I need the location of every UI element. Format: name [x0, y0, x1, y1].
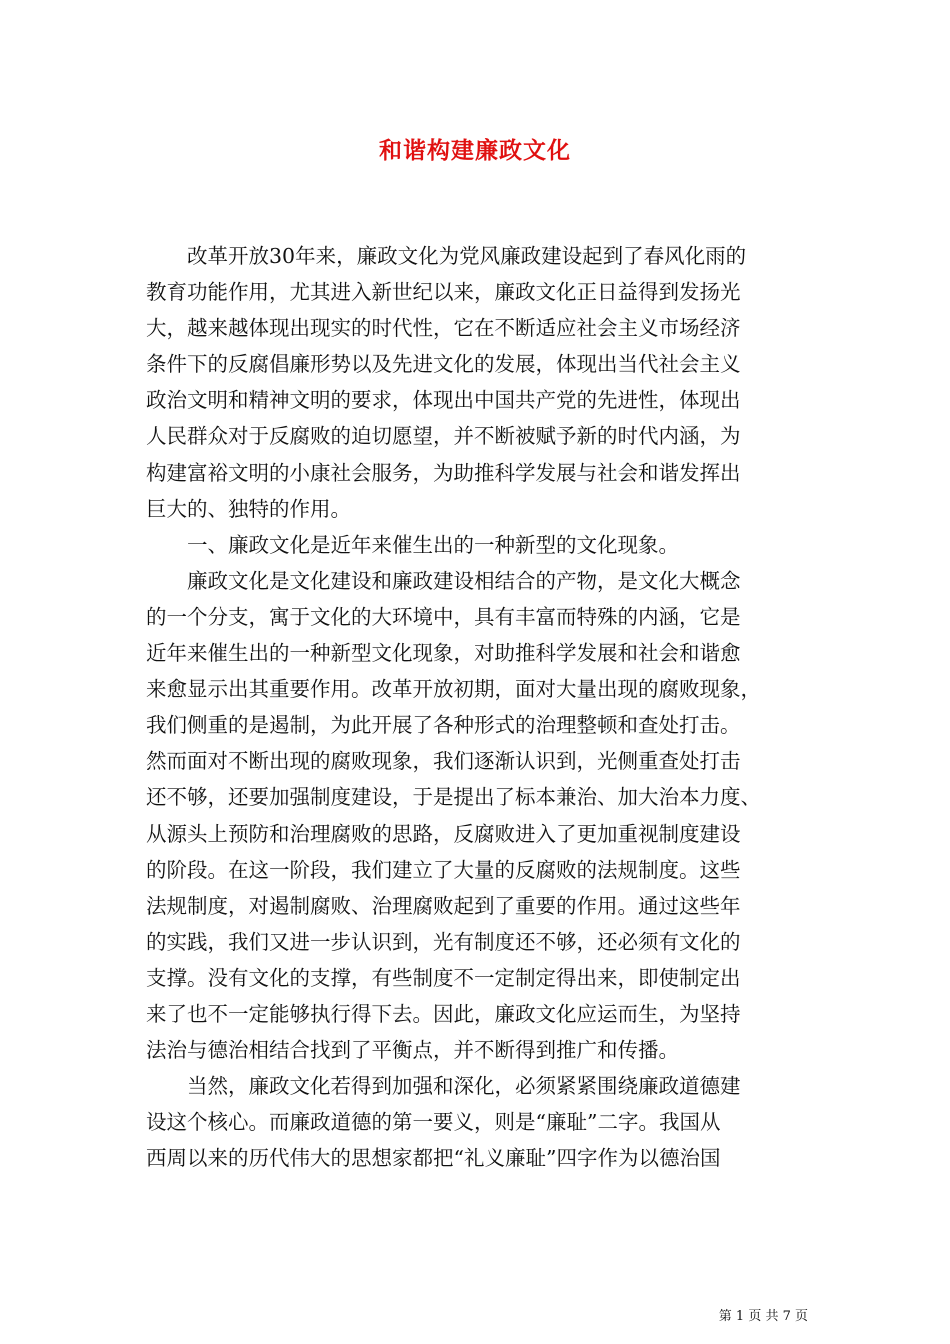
body-line: 法规制度，对遏制腐败、治理腐败起到了重要的作用。通过这些年 [146, 893, 741, 918]
body-line: 人民群众对于反腐败的迫切愿望，并不断被赋予新的时代内涵，为 [146, 424, 741, 449]
body-line: 法治与德治相结合找到了平衡点，并不断得到推广和传播。 [146, 1038, 679, 1063]
body-line: 的阶段。在这一阶段，我们建立了大量的反腐败的法规制度。这些 [146, 857, 741, 882]
body-line: 大，越来越体现出现实的时代性，它在不断适应社会主义市场经济 [146, 316, 741, 341]
body-line: 的一个分支，寓于文化的大环境中，具有丰富而特殊的内涵，它是 [146, 604, 741, 629]
section-heading: 一、廉政文化是近年来催生出的一种新型的文化现象。 [146, 532, 679, 557]
document-title: 和谐构建廉政文化 [379, 137, 571, 164]
page-number: 第 1 页 共 7 页 [718, 1309, 808, 1324]
body-line: 来了也不一定能够执行得下去。因此，廉政文化应运而生，为坚持 [146, 1001, 741, 1026]
document-body [146, 238, 808, 1176]
body-line: 设这个核心。而廉政道德的第一要义，则是“廉耻”二字。我国从 [146, 1110, 721, 1135]
body-line: 支撑。没有文化的支撑，有些制度不一定制定得出来，即使制定出 [146, 965, 741, 990]
body-line: 从源头上预防和治理腐败的思路，反腐败进入了更加重视制度建设 [146, 821, 741, 846]
body-line: 廉政文化是文化建设和廉政建设相结合的产物，是文化大概念 [146, 568, 741, 593]
body-line: 政治文明和精神文明的要求，体现出中国共产党的先进性，体现出 [146, 388, 741, 413]
body-line: 西周以来的历代伟大的思想家都把“礼义廉耻”四字作为以德治国 [146, 1146, 721, 1171]
body-line: 教育功能作用，尤其进入新世纪以来，廉政文化正日益得到发扬光 [146, 280, 741, 305]
body-line: 构建富裕文明的小康社会服务，为助推科学发展与社会和谐发挥出 [146, 460, 741, 485]
body-line: 巨大的、独特的作用。 [146, 496, 351, 521]
body-line: 来愈显示出其重要作用。改革开放初期，面对大量出现的腐败现象， [146, 677, 761, 702]
body-line: 条件下的反腐倡廉形势以及先进文化的发展，体现出当代社会主义 [146, 352, 741, 377]
body-line: 的实践，我们又进一步认识到，光有制度还不够，还必须有文化的 [146, 929, 741, 954]
body-line: 我们侧重的是遏制，为此开展了各种形式的治理整顿和查处打击。 [146, 713, 741, 738]
body-line: 改革开放30年来，廉政文化为党风廉政建设起到了春风化雨的 [146, 244, 747, 268]
body-line: 然而面对不断出现的腐败现象，我们逐渐认识到，光侧重查处打击 [146, 749, 741, 774]
body-line: 近年来催生出的一种新型文化现象，对助推科学发展和社会和谐愈 [146, 641, 741, 666]
body-line: 还不够，还要加强制度建设，于是提出了标本兼治、加大治本力度、 [146, 785, 761, 810]
body-line: 当然，廉政文化若得到加强和深化，必须紧紧围绕廉政道德建 [146, 1074, 741, 1099]
